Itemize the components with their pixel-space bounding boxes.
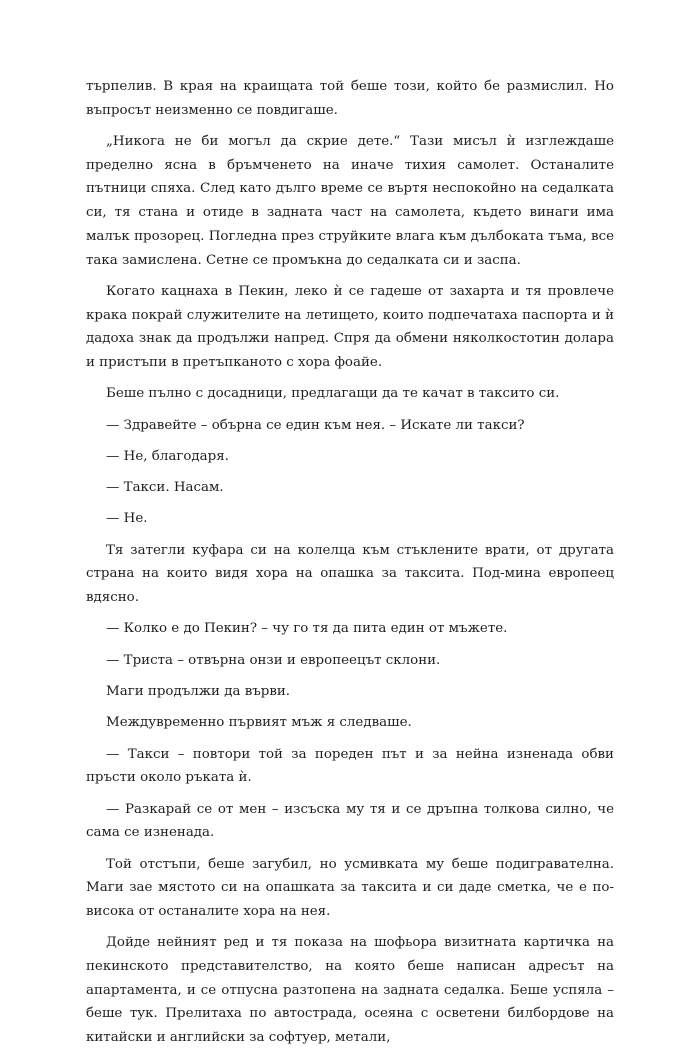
paragraph: Маги продължи да върви. <box>106 684 291 699</box>
dialogue-line: — Триста – отвърна онзи и европеецът склони. <box>106 652 441 668</box>
paragraph: Той отстъпи, беше загубил, но усмивката му беше подигравателна. Маги зае мястото си на опашката за таксита и си даде сметка, че е по-висока от останалите хора на нея. <box>86 856 614 919</box>
paragraph: Дойде нейният ред и тя показа на шофьора визитната картичка на пекинското представителство, на която беше написан адресът на апартамента, и се отпусна разтопена на задната седалка. Беше успяла – беше тук. Прелитаха по автострада, осеяна с осветени билбордове на китайски и английски за софтуер, метали, <box>86 935 614 1046</box>
paragraph: Беше пълно с досадници, предлагащи да те качат в таксито си. <box>106 386 560 402</box>
paragraph: „Никога не би могъл да скрие дете.“ Тази мисъл ѝ изглеждаше пределно ясна в бръмченето на иначе тихия самолет. Останалите пътници спяха. След като дълго време се въртя неспокойно на седалката си, тя стана и отиде в задната част на самолета, където винаги има малък прозорец. Погледна през струйките влага към дълбоката тъма, все така замислена. Сетне се промъкна до седалката си и заспа. <box>86 134 614 268</box>
dialogue-line: — Не, благодаря. <box>106 448 229 464</box>
paragraph: Когато кацнаха в Пекин, леко ѝ се гадеше от захарта и тя провлече крака покрай служителите на летището, които подпечатаха паспорта и ѝ дадоха знак да продължи напред. Спря да обмени няколкостотин долара и пристъпи в претъпканото с хора фоайе. <box>86 283 614 370</box>
paragraph: Тя затегли куфара си на колелца към стъклените врати, от другата страна на които видя хора на опашка за таксита. Под-мина европеец вдясно. <box>86 542 614 606</box>
dialogue-line: — Такси – повтори той за пореден път и за нейна изненада обви пръсти около ръката ѝ. <box>86 746 614 786</box>
document-page <box>86 75 614 1057</box>
paragraph: търпелив. В края на краищата той беше този, който бе размислил. Но въпросът неизменно се повдигаше. <box>86 79 614 118</box>
dialogue-line: — Не. <box>106 511 148 527</box>
dialogue-line: — Такси. Насам. <box>106 480 224 496</box>
dialogue-line: — Разкарай се от мен – изсъска му тя и се дръпна толкова силно, че сама се изненада. <box>86 801 614 841</box>
dialogue-line: — Здравейте – обърна се един към нея. – Искате ли такси? <box>106 417 525 433</box>
paragraph: Междувременно първият мъж я следваше. <box>106 715 412 731</box>
dialogue-line: — Колко е до Пекин? – чу го тя да пита един от мъжете. <box>106 621 508 637</box>
